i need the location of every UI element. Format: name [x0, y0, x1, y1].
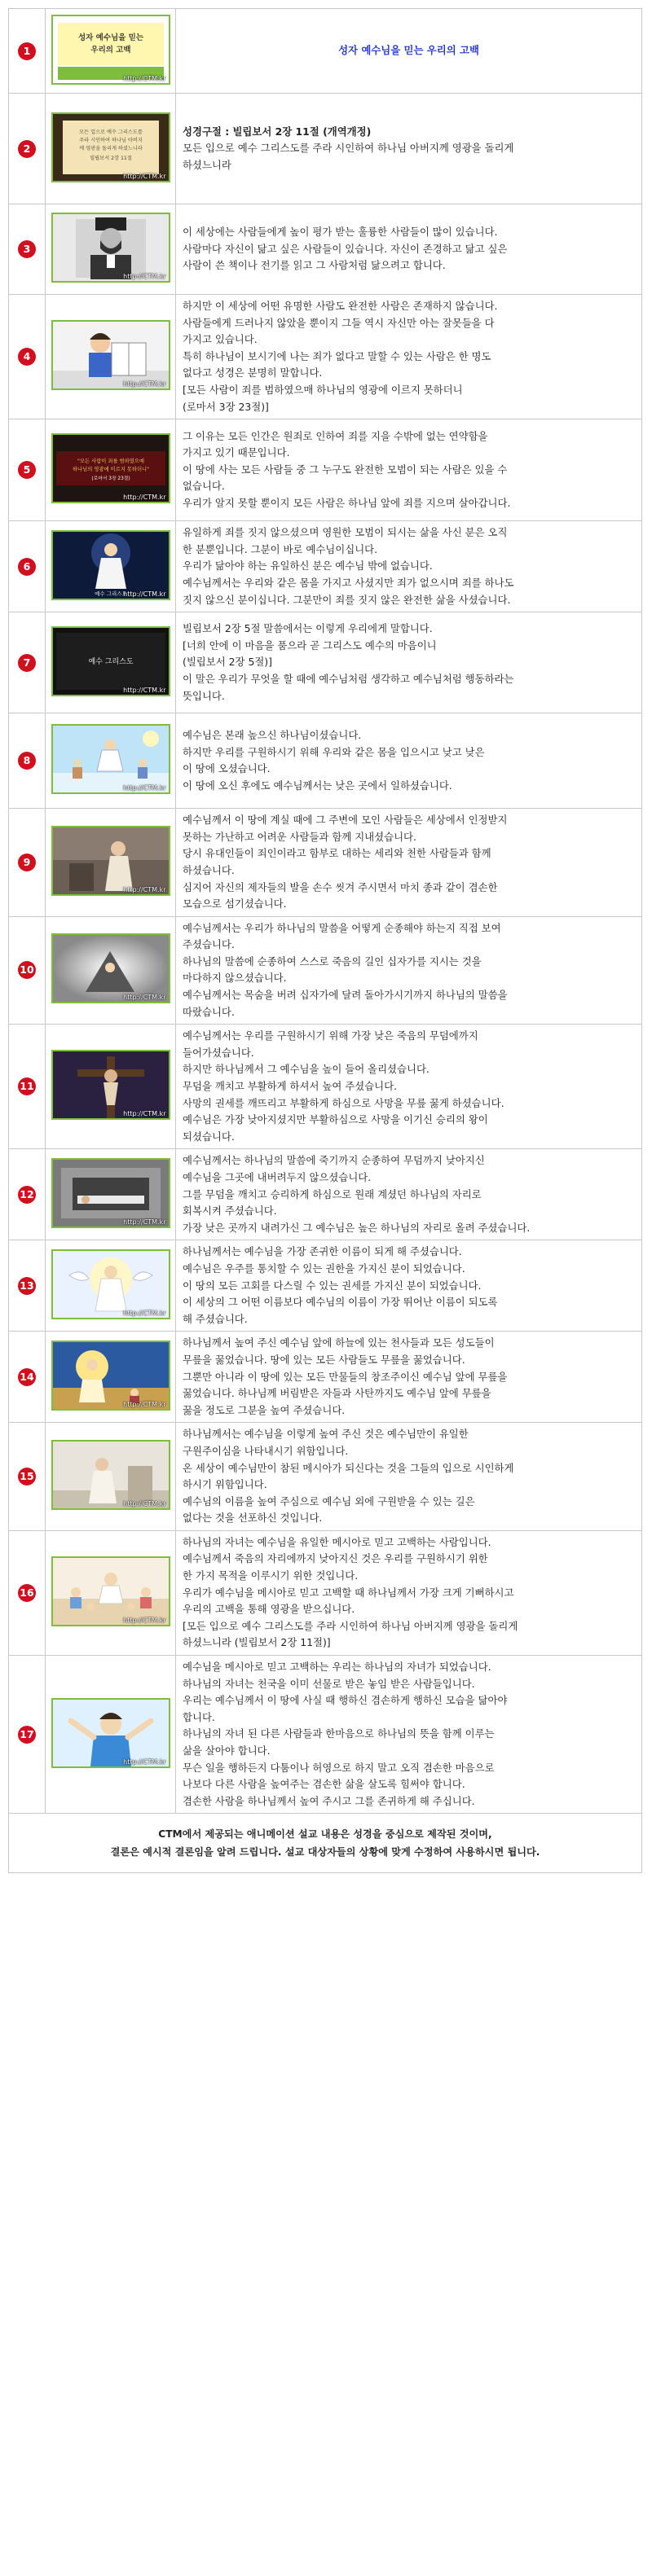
- footer-row: [9, 1814, 642, 1873]
- row-number-badge: 12: [18, 1186, 36, 1204]
- sermon-text-line: 무릎을 꿇었습니다. 땅에 있는 모든 사람들도 무릎을 꿇었습니다.: [183, 1353, 465, 1366]
- table-row: [9, 9, 642, 94]
- row-number-cell: [9, 1423, 46, 1531]
- thumbnail-cell: [46, 295, 176, 419]
- table-row: [9, 809, 642, 917]
- sermon-text-line: 꿇었습니다. 하나님께 버림받은 자들과 사탄까지도 예수님 앞에 무릎을: [183, 1387, 491, 1400]
- sermon-text-line: 못하는 가난하고 어려운 사람들과 함께 지내셨습니다.: [183, 830, 416, 843]
- row-number-cell: [9, 1656, 46, 1814]
- sermon-text-line: 하나님께서는 예수님을 이렇게 높여 주신 것은 예수님만이 유일한: [183, 1428, 469, 1441]
- row-number-cell: [9, 9, 46, 94]
- sermon-text-cell: [176, 1332, 642, 1423]
- table-row: [9, 94, 642, 204]
- sermon-text-line: 하나님께서는 예수님을 가장 존귀한 이름이 되게 해 주셨습니다.: [183, 1245, 462, 1258]
- row-number-cell: [9, 295, 46, 419]
- sermon-text-line: [모든 사람이 죄를 범하였으매 하나님의 영광에 이르지 못하더니: [183, 383, 463, 396]
- thumbnail-watermark: http://CTM.kr: [123, 494, 166, 502]
- sermon-text-line: 하나님의 자녀는 천국을 이미 선물로 받은 놓임 받은 사람들입니다.: [183, 1677, 475, 1690]
- sermon-text-line: (로마서 3장 23절)]: [183, 400, 269, 413]
- row-number-badge: 4: [18, 348, 36, 366]
- sermon-text-line: 따랐습니다.: [183, 1005, 235, 1018]
- thumbnail-cell: [46, 713, 176, 809]
- scene-thumbnail: [51, 433, 170, 503]
- thumbnail-watermark: http://CTM.kr: [123, 885, 166, 893]
- sermon-text-line: 우리의 고백을 통해 영광을 받으십니다.: [183, 1603, 355, 1616]
- scene-thumbnail: [51, 826, 170, 896]
- thumbnail-watermark: http://CTM.kr: [123, 784, 166, 792]
- scene-thumbnail: [51, 15, 170, 85]
- sermon-text-line: 우리가 알지 못할 뿐이지 모든 사람은 하나님 앞에 죄를 지으며 살아갑니다.: [183, 497, 511, 510]
- sermon-text-line: 이 땅에 오신 후에도 예수님께서는 낮은 곳에서 일하셨습니다.: [183, 779, 452, 792]
- sermon-text-line: 하지만 이 세상에 어떤 유명한 사람도 완전한 사람은 존재하지 않습니다.: [183, 300, 498, 312]
- sermon-text-cell: [176, 916, 642, 1025]
- sermon-text-line: 우리는 예수님께서 이 땅에 사실 때 행하신 겸손하게 행하신 모습을 닮아야: [183, 1694, 508, 1707]
- sermon-text-cell: [176, 1530, 642, 1655]
- table-row: [9, 1530, 642, 1655]
- thumbnail-watermark: http://CTM.kr: [123, 590, 166, 598]
- row-number-badge: 8: [18, 752, 36, 770]
- thumbnail-cell: [46, 1025, 176, 1149]
- sermon-text-line: 가지고 있습니다.: [183, 333, 258, 346]
- table-row: [9, 521, 642, 612]
- sermon-text-line: 우리가 닮아야 하는 유일하신 분은 예수님 밖에 없습니다.: [183, 560, 433, 573]
- thumbnail-cell: [46, 612, 176, 713]
- sermon-text-line: 없다는 것을 선포하신 것입니다.: [183, 1512, 323, 1525]
- row-number-cell: [9, 916, 46, 1025]
- sermon-text-line: 하나님의 말씀에 순종하여 스스로 죽음의 길인 십자가를 지시는 것을: [183, 954, 482, 968]
- scene-thumbnail: [51, 320, 170, 390]
- sermon-text-cell: [176, 204, 642, 295]
- sermon-text-line: 그를 무덤을 깨치고 승리하게 하심으로 원래 계셨던 하나님의 자리로: [183, 1187, 482, 1200]
- sermon-text-cell: [176, 1149, 642, 1240]
- row-number-cell: [9, 521, 46, 612]
- sermon-text-cell: [176, 612, 642, 713]
- thumbnail-cell: [46, 419, 176, 521]
- sermon-text-line: 이 땅에 사는 모든 사람들 중 그 누구도 완전한 모범이 되는 사람은 있을 수: [183, 463, 508, 476]
- sermon-text-cell: [176, 1656, 642, 1814]
- sermon-text-line: 예수님께서 죽음의 자리에까지 낮아지신 것은 우리를 구원하시기 위한: [183, 1552, 488, 1565]
- thumbnail-cell: [46, 1656, 176, 1814]
- thumbnail-watermark: http://CTM.kr: [123, 1758, 166, 1766]
- thumbnail-watermark: http://CTM.kr: [123, 172, 166, 180]
- scene-thumbnail: [51, 1341, 170, 1411]
- sermon-table: [8, 8, 642, 1873]
- sermon-text-line: 예수님께서는 우리를 구원하시기 위해 가장 낮은 죽음의 무덤에까지: [183, 1029, 478, 1042]
- svg-text:빌립보서 2장 11절: 빌립보서 2장 11절: [89, 155, 132, 161]
- sermon-text-line: 온 세상이 예수님만이 참된 메시아가 되신다는 것을 그들의 입으로 시인하게: [183, 1461, 514, 1474]
- sermon-text-line: 사람들에게 드러나지 않았을 뿐이지 그들 역시 자신만 아는 잘못들을 다: [183, 316, 495, 329]
- sermon-text-line: 하셨느니라: [183, 158, 231, 171]
- sermon-text-cell: [176, 1240, 642, 1332]
- sermon-text-line: 심지어 자신의 제자들의 발을 손수 씻겨 주시면서 마치 종과 같이 겸손한: [183, 880, 498, 893]
- thumbnail-cell: [46, 204, 176, 295]
- sermon-text-line: 가장 낮은 곳까지 내려가신 그 예수님은 높은 하나님의 자리로 올려 주셨습니다.: [183, 1221, 531, 1234]
- sermon-text-line: 성경구절 : 빌립보서 2장 11절 (개역개정): [183, 125, 372, 138]
- sermon-text-line: 빌립보서 2장 5절 말씀에서는 이렇게 우리에게 말합니다.: [183, 622, 433, 635]
- sermon-text-line: 하시기 위함입니다.: [183, 1478, 267, 1491]
- sermon-text-line: 무슨 일을 행하든지 다툼이나 허영으로 하지 말고 오직 겸손한 마음으로: [183, 1761, 495, 1774]
- sermon-text-line: 가지고 있기 때문입니다.: [183, 446, 290, 459]
- sermon-text-line: 들어가셨습니다.: [183, 1046, 254, 1059]
- svg-text:예수 그리스도: 예수 그리스도: [87, 657, 134, 666]
- scene-thumbnail: [51, 1556, 170, 1626]
- thumbnail-watermark: http://CTM.kr: [123, 1616, 166, 1624]
- scene-thumbnail: [51, 626, 170, 696]
- scene-thumbnail: [51, 724, 170, 794]
- sermon-text-line: 하나님의 자녀는 예수님을 유일한 메시아로 믿고 고백하는 사람입니다.: [183, 1535, 491, 1548]
- table-row: [9, 1025, 642, 1149]
- thumbnail-cell: [46, 1240, 176, 1332]
- row-number-badge: 7: [18, 654, 36, 672]
- thumbnail-cell: [46, 521, 176, 612]
- sermon-text-line: 예수님께서는 우리와 같은 몸을 가지고 사셨지만 죄가 없으시며 죄를 하나도: [183, 576, 514, 589]
- sermon-text-cell: [176, 419, 642, 521]
- scene-thumbnail: [51, 933, 170, 1003]
- sermon-text-line: 예수님께서 이 땅에 계실 때에 그 주변에 모인 사람들은 세상에서 인정받지: [183, 814, 508, 827]
- sermon-text-cell: [176, 295, 642, 419]
- sermon-text-line: 이 땅에 오셨습니다.: [183, 762, 271, 775]
- row-number-badge: 16: [18, 1584, 36, 1602]
- thumbnail-watermark: http://CTM.kr: [123, 1110, 166, 1118]
- thumbnail-cell: [46, 1149, 176, 1240]
- table-row: [9, 1240, 642, 1332]
- row-number-cell: [9, 1530, 46, 1655]
- scene-thumbnail: [51, 1158, 170, 1228]
- sermon-text-line: 구원주이심을 나타내시기 위함입니다.: [183, 1444, 349, 1457]
- sermon-text-line: 예수님께서는 우리가 하나님의 말씀을 어떻게 순종해야 하는지 직접 보여: [183, 921, 501, 934]
- svg-text:"모든 사람이 죄를 범하였으매: "모든 사람이 죄를 범하였으매: [77, 459, 144, 465]
- svg-text:우리의 고백: 우리의 고백: [90, 45, 131, 55]
- thumbnail-watermark: http://CTM.kr: [123, 74, 166, 82]
- row-number-badge: 9: [18, 854, 36, 871]
- row-number-badge: 11: [18, 1077, 36, 1095]
- row-number-badge: 6: [18, 558, 36, 576]
- svg-text:께 영광을 돌리게 하셨느니라: 께 영광을 돌리게 하셨느니라: [78, 145, 143, 151]
- sermon-text-line: 하셨습니다.: [183, 863, 235, 876]
- sermon-text-line: 해 주셨습니다.: [183, 1312, 248, 1325]
- scene-thumbnail: [51, 1440, 170, 1510]
- sermon-text-line: 이 말은 우리가 무엇을 할 때에 예수님처럼 생각하고 예수님처럼 행동하라는: [183, 672, 514, 685]
- sermon-text-cell: [176, 1423, 642, 1531]
- row-number-cell: [9, 1240, 46, 1332]
- svg-text:모든 입으로 예수 그리스도를: 모든 입으로 예수 그리스도를: [78, 129, 143, 135]
- sermon-text-line: 하나님의 자녀 된 다른 사람들과 한마음으로 하나님의 뜻을 함께 이루는: [183, 1727, 495, 1740]
- sermon-text-line: 되셨습니다.: [183, 1130, 235, 1143]
- scene-thumbnail: [51, 112, 170, 182]
- table-row: [9, 713, 642, 809]
- scene-thumbnail: [51, 1249, 170, 1319]
- row-number-badge: 14: [18, 1368, 36, 1386]
- sermon-text-line: 한 분뿐입니다. 그분이 바로 예수님이십니다.: [183, 542, 378, 555]
- row-number-cell: [9, 1025, 46, 1149]
- sermon-text-line: 무덤을 깨치고 부활하게 하셔서 높여 주셨습니다.: [183, 1080, 398, 1093]
- thumbnail-cell: [46, 1423, 176, 1531]
- thumbnail-cell: [46, 809, 176, 917]
- sermon-text-line: 모습으로 섬기셨습니다.: [183, 897, 287, 911]
- table-row: [9, 612, 642, 713]
- row-number-badge: 17: [18, 1726, 36, 1744]
- sermon-text-line: 그뿐만 아니라 이 땅에 있는 모든 만물들의 창조주이신 예수님 앞에 무릎을: [183, 1370, 508, 1383]
- sermon-text-cell: [176, 1025, 642, 1149]
- table-row: [9, 1332, 642, 1423]
- sermon-text-line: 하셨느니라 (빌립보서 2장 11절)]: [183, 1636, 331, 1649]
- thumbnail-watermark: http://CTM.kr: [123, 1400, 166, 1408]
- row-number-badge: 5: [18, 461, 36, 479]
- sermon-text-line: [너희 안에 이 마음을 품으라 곧 그리스도 예수의 마음이니: [183, 639, 437, 652]
- row-number-badge: 13: [18, 1277, 36, 1295]
- footer-text-line: CTM에서 제공되는 애니메이션 설교 내용은 성경을 중심으로 제작된 것이며,: [158, 1828, 492, 1841]
- row-number-badge: 2: [18, 140, 36, 158]
- sermon-text-line: 그 이유는 모든 인간은 원죄로 인하여 죄를 지을 수밖에 없는 연약함을: [183, 429, 488, 442]
- sermon-text-line: 예수님을 메시아로 믿고 고백하는 우리는 하나님의 자녀가 되었습니다.: [183, 1661, 491, 1674]
- sermon-text-line: 사망의 권세를 깨뜨리고 부활하게 하심으로 사망을 무릎 꿇게 하셨습니다.: [183, 1096, 504, 1109]
- row-number-cell: [9, 1149, 46, 1240]
- sermon-text-line: 특히 하나님이 보시기에 나는 죄가 없다고 말할 수 있는 사람은 한 명도: [183, 349, 491, 362]
- sermon-text-line: 사람마다 자신이 닮고 싶은 사람들이 있습니다. 자신이 존경하고 닮고 싶은: [183, 242, 508, 255]
- thumbnail-watermark: http://CTM.kr: [123, 1309, 166, 1317]
- sermon-text-cell: [176, 809, 642, 917]
- row-number-badge: 15: [18, 1468, 36, 1485]
- row-number-badge: 3: [18, 240, 36, 258]
- thumbnail-watermark: http://CTM.kr: [123, 273, 166, 280]
- sermon-text-line: 겸손한 사람을 하나님께서 높여 주시고 그를 존귀하게 해 주십니다.: [183, 1794, 475, 1807]
- svg-text:예수 그리스도: 예수 그리스도: [94, 590, 127, 597]
- sermon-text-line: 주셨습니다.: [183, 938, 235, 951]
- table-row: [9, 916, 642, 1025]
- sermon-text-line: 예수님을 그곳에 내버려두지 않으셨습니다.: [183, 1171, 372, 1183]
- scene-thumbnail: [51, 1698, 170, 1768]
- sermon-text-line: 예수님께서는 목숨을 버려 십자가에 달려 돌아가시기까지 하나님의 말씀을: [183, 989, 508, 1002]
- sermon-text-line: 삶을 살아야 합니다.: [183, 1744, 271, 1757]
- thumbnail-watermark: http://CTM.kr: [123, 994, 166, 1002]
- sermon-text-line: 하지만 하나님께서 그 예수님을 높이 들어 올리셨습니다.: [183, 1063, 430, 1076]
- thumbnail-watermark: http://CTM.kr: [123, 1500, 166, 1508]
- row-number-cell: [9, 1332, 46, 1423]
- sermon-text-line: 이 땅의 모든 고회를 다스릴 수 있는 권세를 가지신 분이 되었습니다.: [183, 1279, 482, 1292]
- table-row: [9, 204, 642, 295]
- footer-text-line: 결론은 예시적 결론임을 알려 드립니다. 설교 대상자들의 상황에 맞게 수정하여 사용하시면 됩니다.: [110, 1846, 540, 1858]
- sermon-text-line: 이 세상에는 사람들에게 높이 평가 받는 훌륭한 사람들이 많이 있습니다.: [183, 226, 498, 239]
- sermon-text-line: 예수님은 본래 높으신 하나님이셨습니다.: [183, 728, 362, 741]
- thumbnail-cell: [46, 916, 176, 1025]
- row-number-cell: [9, 419, 46, 521]
- sermon-text-line: 예수님의 이름을 높여 주심으로 예수님 외에 구원받을 수 있는 길은: [183, 1494, 475, 1507]
- sermon-text-line: 모든 입으로 예수 그리스도를 주라 시인하여 하나님 아버지께 영광을 돌리게: [183, 142, 514, 155]
- row-number-cell: [9, 94, 46, 204]
- row-number-badge: 1: [18, 42, 36, 60]
- sermon-text-line: 짓지 않으신 분이십니다. 그분만이 죄를 짓지 않은 완전한 삶을 사셨습니다.: [183, 593, 511, 606]
- sermon-text-line: 우리가 예수님을 메시아로 믿고 고백할 때 하나님께서 가장 크게 기뻐하시고: [183, 1586, 514, 1599]
- sermon-text-line: 합니다.: [183, 1710, 215, 1723]
- sermon-text-cell: [176, 9, 642, 94]
- thumbnail-watermark: http://CTM.kr: [123, 686, 166, 694]
- sermon-text-line: 이 세상의 그 어떤 이름보다 예수님의 이름이 가장 뛰어난 이름이 되도록: [183, 1296, 498, 1309]
- sermon-text-line: 회복시켜 주셨습니다.: [183, 1205, 277, 1218]
- table-row: [9, 295, 642, 419]
- sermon-text-line: 마다하지 않으셨습니다.: [183, 972, 287, 985]
- row-number-cell: [9, 809, 46, 917]
- table-row: [9, 1149, 642, 1240]
- sermon-text-line: 예수님은 가장 낮아지셨지만 부활하심으로 사망을 이기신 승리의 왕이: [183, 1113, 488, 1126]
- sermon-text-line: 꿇을 정도로 그분을 높여 주셨습니다.: [183, 1403, 346, 1416]
- svg-text:(로마서 3장 23절): (로마서 3장 23절): [90, 476, 130, 482]
- sermon-text-line: 한 가지 목적을 이루시기 위한 것입니다.: [183, 1569, 359, 1582]
- table-row: [9, 1656, 642, 1814]
- scene-thumbnail: [51, 530, 170, 600]
- sermon-text-line: 예수님께서는 하나님의 말씀에 죽기까지 순종하여 무덤까지 낮아지신: [183, 1154, 485, 1167]
- sermon-text-line: 뜻입니다.: [183, 689, 225, 702]
- svg-text:성자 예수님을 믿는: 성자 예수님을 믿는: [77, 33, 143, 42]
- thumbnail-cell: [46, 1530, 176, 1655]
- thumbnail-cell: [46, 1332, 176, 1423]
- sermon-text-line: 하나님께서 높여 주신 예수님 앞에 하늘에 있는 천사들과 모든 성도들이: [183, 1336, 495, 1349]
- thumbnail-cell: [46, 94, 176, 204]
- thumbnail-watermark: http://CTM.kr: [123, 380, 166, 388]
- table-row: [9, 419, 642, 521]
- footer-notice: [9, 1814, 642, 1873]
- row-number-cell: [9, 612, 46, 713]
- sermon-text-line: [모든 입으로 예수 그리스도를 주라 시인하여 하나님 아버지께 영광을 돌리게: [183, 1619, 518, 1632]
- sermon-text-line: 당시 유대인들이 죄인이라고 함부로 대하는 세리와 천한 사람들과 함께: [183, 847, 491, 860]
- sermon-text-cell: [176, 521, 642, 612]
- scene-thumbnail: [51, 1050, 170, 1120]
- sermon-text-line: 예수님은 우주를 통치할 수 있는 권한을 가지신 분이 되었습니다.: [183, 1262, 465, 1275]
- svg-text:하나님의 영광에 이르지 못하더니": 하나님의 영광에 이르지 못하더니": [72, 467, 149, 473]
- sermon-text-line: (빌립보서 2장 5절)]: [183, 656, 272, 669]
- sermon-text-line: 나보다 다른 사람을 높여주는 겸손한 삶을 살도록 힘써야 합니다.: [183, 1778, 465, 1791]
- row-number-badge: 10: [18, 961, 36, 979]
- sermon-text-line: 하지만 우리를 구원하시기 위해 우리와 같은 몸을 입으시고 낮고 낮은: [183, 745, 485, 758]
- table-row: [9, 1423, 642, 1531]
- svg-text:주라 시인하여 하나님 아버지: 주라 시인하여 하나님 아버지: [78, 137, 143, 143]
- sermon-text-cell: [176, 94, 642, 204]
- thumbnail-cell: [46, 9, 176, 94]
- sermon-text-cell: [176, 713, 642, 809]
- row-number-cell: [9, 204, 46, 295]
- sermon-text-line: 사람이 쓴 책이나 전기를 읽고 그 사람처럼 닮으려고 합니다.: [183, 259, 446, 272]
- page-title: 성자 예수님을 믿는 우리의 고백: [338, 44, 479, 57]
- thumbnail-watermark: http://CTM.kr: [123, 1218, 166, 1226]
- sermon-text-line: 없습니다.: [183, 480, 225, 493]
- sermon-text-line: 유일하게 죄를 짓지 않으셨으며 영원한 모범이 되시는 삶을 사신 분은 오직: [183, 526, 508, 539]
- row-number-cell: [9, 713, 46, 809]
- scene-thumbnail: [51, 213, 170, 283]
- sermon-text-line: 없다고 성경은 분명히 말합니다.: [183, 366, 323, 380]
